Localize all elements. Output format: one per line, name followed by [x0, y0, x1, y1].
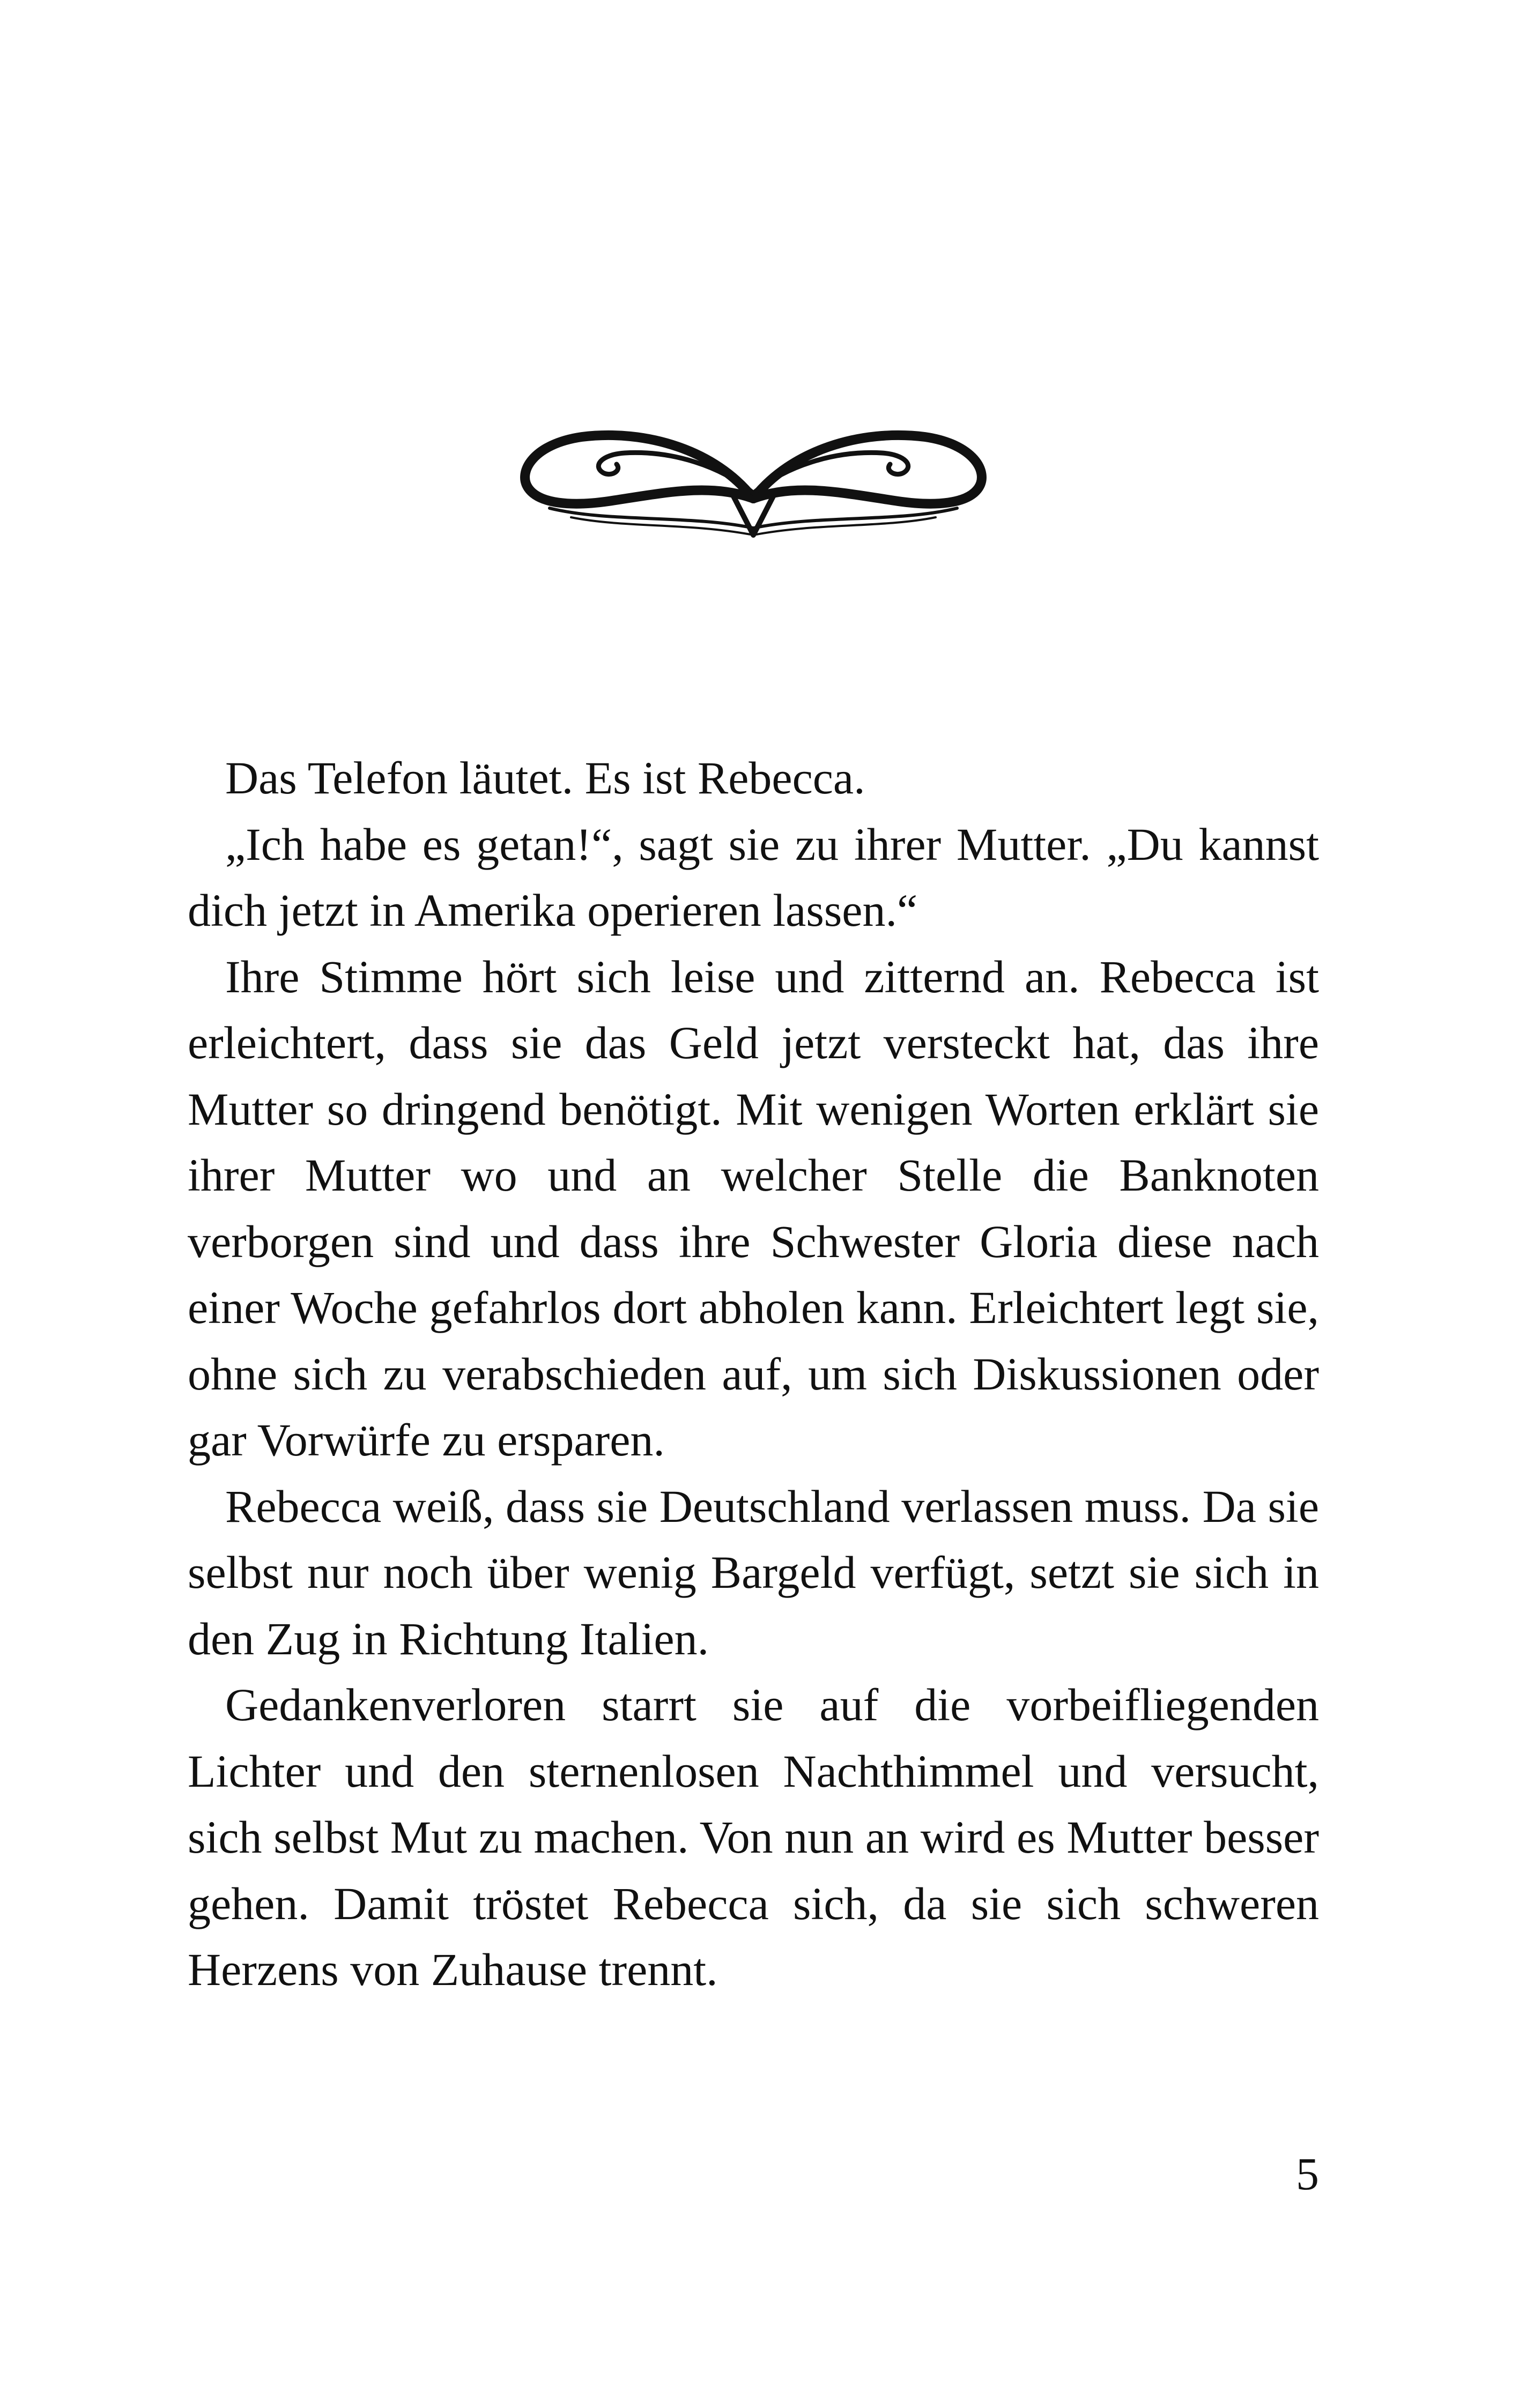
flourish-ornament-icon — [512, 413, 995, 541]
paragraph: Das Telefon läutet. Es ist Rebecca. — [225, 752, 865, 804]
body-text — [188, 745, 1319, 2003]
paragraph: Gedankenverloren starrt sie auf die vorbeifliegenden Lichter und den sternenlosen Nachthimmel und versucht, sich selbst Mut zu machen. Von nun an wird es Mutter besser gehen. Damit tröstet Rebecca sich, da sie sich schweren Herzens von Zuhause trennt. — [188, 1679, 1319, 1995]
paragraph: „Ich habe es getan!“, sagt sie zu ihrer Mutter. „Du kannst dich jetzt in Amerika operieren lassen.“ — [188, 818, 1319, 936]
paragraph: Rebecca weiß, dass sie Deutschland verlassen muss. Da sie selbst nur noch über wenig Bargeld verfügt, setzt sie sich in den Zug in Richtung Italien. — [188, 1480, 1319, 1664]
paragraph: Ihre Stimme hört sich leise und zitternd an. Rebecca ist erleichtert, dass sie das Geld jetzt versteckt hat, das ihre Mutter so dringend benötigt. Mit wenigen Worten erklärt sie ihrer Mutter wo und an welcher Stelle die Banknoten verborgen sind und dass ihre Schwester Gloria diese nach einer Woche gefahrlos dort abholen kann. Erleichtert legt sie, ohne sich zu verabschieden auf, um sich Diskussionen oder gar Vorwürfe zu ersparen. — [188, 950, 1319, 1466]
page-number: 5 — [1296, 2148, 1319, 2199]
